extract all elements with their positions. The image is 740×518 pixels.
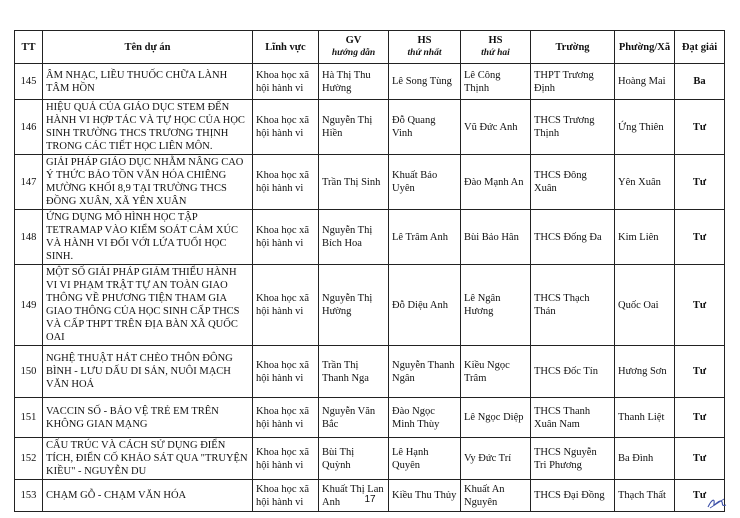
header-teacher-title: GV [345, 35, 362, 46]
student1-cell: Đỗ Quang Vinh [389, 100, 461, 155]
row-number: 150 [15, 346, 43, 398]
header-field: Lĩnh vực [253, 31, 319, 64]
project-name: GIẢI PHÁP GIÁO DỤC NHẰM NÂNG CAO Ý THỨC BẢO TỒN VĂN HÓA CHIÊNG MƯỜNG KHỐI 8,9 TẠI TRƯỜNG THCS ĐỒNG XUÂN, XÃ YÊN XUÂN [43, 155, 253, 210]
header-student1-title: HS [417, 35, 432, 46]
header-tt: TT [15, 31, 43, 64]
school-cell: THCS Đốc Tín [531, 346, 615, 398]
ward-cell: Thanh Liệt [615, 398, 675, 438]
student1-cell: Đỗ Diệu Anh [389, 265, 461, 346]
header-student1 [389, 31, 461, 64]
header-student2-sub: thứ hai [481, 48, 510, 58]
teacher-cell: Bùi Thị Quỳnh [319, 438, 389, 480]
student1-cell: Nguyễn Thanh Ngân [389, 346, 461, 398]
project-name: ÂM NHẠC, LIỀU THUỐC CHỮA LÀNH TÂM HỒN [43, 64, 253, 100]
header-ward: Phường/Xã [615, 31, 675, 64]
school-cell: THCS Nguyễn Tri Phương [531, 438, 615, 480]
field-cell: Khoa học xã hội hành vi [253, 346, 319, 398]
student2-cell: Khuất An Nguyên [461, 480, 531, 512]
ward-cell: Ba Đình [615, 438, 675, 480]
project-name: ỨNG DỤNG MÔ HÌNH HỌC TẬP TETRAMAP VÀO KIỂM SOÁT CẢM XÚC VÀ HÀNH VI ĐỐI VỚI LỨA TUỔI HỌC SINH. [43, 210, 253, 265]
header-row [15, 31, 725, 64]
header-award: Đạt giải [675, 31, 725, 64]
table-row [15, 438, 725, 480]
project-name: NGHỆ THUẬT HÁT CHÈO THÔN ĐÔNG BÌNH - LƯU DẤU DI SẢN, NUÔI MẠCH VĂN HOÁ [43, 346, 253, 398]
school-cell: THPT Trương Định [531, 64, 615, 100]
teacher-cell: Hà Thị Thu Hường [319, 64, 389, 100]
student2-cell: Kiều Ngọc Trâm [461, 346, 531, 398]
header-student1-sub: thứ nhất [407, 48, 442, 58]
header-student2-title: HS [488, 35, 503, 46]
table-row [15, 210, 725, 265]
student2-cell: Lê Công Thịnh [461, 64, 531, 100]
row-number: 146 [15, 100, 43, 155]
row-number: 152 [15, 438, 43, 480]
school-cell: THCS Thanh Xuân Nam [531, 398, 615, 438]
teacher-cell: Trần Thị Thanh Nga [319, 346, 389, 398]
award-cell: Ba [675, 64, 725, 100]
header-school: Trường [531, 31, 615, 64]
student2-cell: Vũ Đức Anh [461, 100, 531, 155]
student1-cell: Kiều Thu Thủy [389, 480, 461, 512]
row-number: 153 [15, 480, 43, 512]
ward-cell: Quốc Oai [615, 265, 675, 346]
teacher-cell: Nguyễn Thị Bích Hoa [319, 210, 389, 265]
award-cell: Tư [675, 100, 725, 155]
table-row [15, 398, 725, 438]
student2-cell: Lê Ngân Hương [461, 265, 531, 346]
teacher-cell: Khuất Thị Lan Anh [319, 480, 389, 512]
table-row [15, 265, 725, 346]
student2-cell: Vy Đức Trí [461, 438, 531, 480]
ward-cell: Hoàng Mai [615, 64, 675, 100]
field-cell: Khoa học xã hội hành vi [253, 64, 319, 100]
awards-table [14, 30, 725, 512]
row-number: 145 [15, 64, 43, 100]
project-name: MỘT SỐ GIẢI PHÁP GIẢM THIỂU HÀNH VI VI PHẠM TRẬT TỰ AN TOÀN GIAO THÔNG VỀ PHƯƠNG TIỆN THAM GIA GIAO THÔNG CỦA HỌC SINH CẤP THCS VÀ CẤP THPT TRÊN ĐỊA BÀN XÃ QUỐC OAI [43, 265, 253, 346]
award-cell: Tư [675, 438, 725, 480]
project-name: HIỆU QUẢ CỦA GIÁO DỤC STEM ĐẾN HÀNH VI HỢP TÁC VÀ TỰ HỌC CỦA HỌC SINH TRƯỜNG THCS TRƯƠNG THỊNH TRONG CÁC TIẾT HỌC LIÊN MÔN. [43, 100, 253, 155]
award-cell: Tư [675, 265, 725, 346]
table-row [15, 346, 725, 398]
signature-mark [706, 496, 728, 510]
ward-cell: Kim Liên [615, 210, 675, 265]
field-cell: Khoa học xã hội hành vi [253, 398, 319, 438]
school-cell: THCS Thạch Thán [531, 265, 615, 346]
table-row [15, 100, 725, 155]
ward-cell: Hương Sơn [615, 346, 675, 398]
field-cell: Khoa học xã hội hành vi [253, 155, 319, 210]
header-student2 [461, 31, 531, 64]
award-cell: Tư [675, 398, 725, 438]
award-cell: Tư [675, 480, 725, 512]
school-cell: THCS Đống Đa [531, 210, 615, 265]
award-cell: Tư [675, 155, 725, 210]
student2-cell: Lê Ngọc Diệp [461, 398, 531, 438]
header-teacher-sub: hướng dẫn [331, 48, 376, 58]
school-cell: THCS Đông Xuân [531, 155, 615, 210]
table-row [15, 155, 725, 210]
field-cell: Khoa học xã hội hành vi [253, 100, 319, 155]
ward-cell: Thạch Thất [615, 480, 675, 512]
award-cell: Tư [675, 346, 725, 398]
project-name: CẤU TRÚC VÀ CÁCH SỬ DỤNG ĐIỂN TÍCH, ĐIỂN CỐ KHẢO SÁT QUA "TRUYỆN KIỀU" - NGUYỄN DU [43, 438, 253, 480]
student1-cell: Lê Trâm Anh [389, 210, 461, 265]
school-cell: THCS Đại Đồng [531, 480, 615, 512]
page-number: 17 [364, 494, 376, 505]
student1-cell: Lê Song Tùng [389, 64, 461, 100]
student1-cell: Khuất Bảo Uyên [389, 155, 461, 210]
header-project: Tên dự án [43, 31, 253, 64]
row-number: 149 [15, 265, 43, 346]
project-name: CHẠM GỖ - CHẠM VĂN HÓA [43, 480, 253, 512]
teacher-cell: Nguyễn Văn Bắc [319, 398, 389, 438]
teacher-cell: Trần Thị Sinh [319, 155, 389, 210]
row-number: 147 [15, 155, 43, 210]
field-cell: Khoa học xã hội hành vi [253, 210, 319, 265]
row-number: 151 [15, 398, 43, 438]
field-cell: Khoa học xã hội hành vi [253, 265, 319, 346]
student2-cell: Đào Mạnh An [461, 155, 531, 210]
school-cell: THCS Trương Thịnh [531, 100, 615, 155]
project-name: VACCIN SỐ - BẢO VỆ TRẺ EM TRÊN KHÔNG GIAN MẠNG [43, 398, 253, 438]
student2-cell: Bùi Bảo Hân [461, 210, 531, 265]
field-cell: Khoa học xã hội hành vi [253, 480, 319, 512]
teacher-cell: Nguyễn Thị Hiền [319, 100, 389, 155]
teacher-cell: Nguyễn Thị Hường [319, 265, 389, 346]
table-row [15, 64, 725, 100]
ward-cell: Ứng Thiên [615, 100, 675, 155]
award-cell: Tư [675, 210, 725, 265]
field-cell: Khoa học xã hội hành vi [253, 438, 319, 480]
header-teacher [319, 31, 389, 64]
student1-cell: Lê Hạnh Quyên [389, 438, 461, 480]
student1-cell: Đào Ngọc Minh Thùy [389, 398, 461, 438]
row-number: 148 [15, 210, 43, 265]
ward-cell: Yên Xuân [615, 155, 675, 210]
